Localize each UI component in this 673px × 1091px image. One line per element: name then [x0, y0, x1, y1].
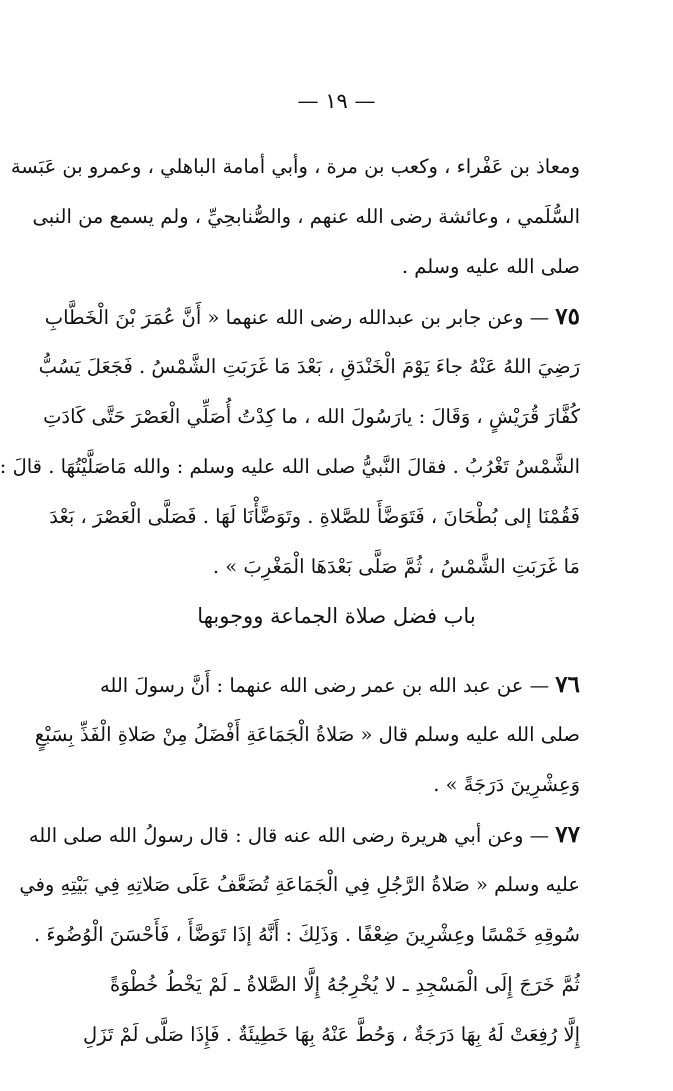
hadith-76: [34, 660, 580, 810]
hadith-77: [19, 810, 580, 1060]
hadith-number: ٧٦: [555, 671, 580, 698]
text-line: وَعِشْرِينَ دَرَجَةً » .: [433, 773, 580, 796]
text-line: فَقُمْنَا إلى بُطْحَانَ ، فَتَوَضَّأَ للصَّلاةِ . وتَوَضَّأْنَا لَهَا . فَصَلَّى الْعَصْرَ ، بَعْدَ: [49, 505, 580, 528]
text-line: ومعاذ بن عَفْراء ، وكعب بن مرة ، وأبي أمامة الباهلي ، وعمرو بن عَبَسة: [10, 155, 580, 178]
text-line: [28, 810, 580, 860]
text-line: عليه وسلم « صَلاةُ الرَّجُلِ فِي الْجَمَاعَةِ تُضَعَّفُ عَلَى صَلاتِهِ فِي بَيْتِهِ وفي: [19, 873, 580, 896]
text-line: إِلَّا رُفِعَتْ لَهُ بِهَا دَرَجَةٌ ، وَحُطَّ عَنْهُ بِهَا خَطِيئَةٌ . فَإِذَا صَلَّى لَمْ تَزَلِ: [83, 1023, 580, 1046]
hadith-number: ٧٧: [555, 821, 580, 848]
section-heading: باب فضل صلاة الجماعة ووجوبها: [197, 604, 476, 628]
hadith-opening-text: — وعن أبي هريرة رضى الله عنه قال : قال رسولُ الله صلى الله: [28, 824, 550, 847]
text-line: صلى الله عليه وسلم قال « صَلاةُ الْجَمَاعَةِ أَفْضَلُ مِنْ صَلاةِ الْفَذِّ بِسَبْعٍ: [34, 723, 580, 746]
paragraph-continuation: [10, 142, 580, 292]
hadith-75: [0, 292, 580, 592]
text-line: كُفَّارَ قُرَيْشٍ ، وَقَالَ : يارَسُولَ الله ، ما كِدْتُ أُصَلِّي الْعَصْرَ حَتَّى كَادَتِ: [43, 405, 580, 428]
hadith-number: ٧٥: [555, 303, 580, 330]
text-line: سُوقِهِ خَمْسًا وعِشْرِينَ ضِعْفًا . وَذَلِكَ : أَنَّهُ إذَا تَوَضَّأَ ، فَأَحْسَنَ الْوُضُوءَ .: [33, 923, 580, 946]
page-number: — ١٩ —: [297, 89, 376, 113]
text-line: صلى الله عليه وسلم .: [401, 255, 580, 278]
text-line: السُّلَمي ، وعائشة رضى الله عنهم ، والصُّنابحِيِّ ، ولم يسمع من النبى: [32, 205, 580, 228]
text-line: رَضِيَ اللهُ عَنْهُ جاءَ يَوْمَ الْخَنْدَقِ ، بَعْدَ مَا غَرَبَتِ الشَّمْسُ . فَجَعَلَ يَسُبُّ: [38, 355, 580, 378]
text-line: مَا غَرَبَتِ الشَّمْسُ ، ثُمَّ صَلَّى بَعْدَهَا الْمَغْرِبَ » .: [212, 555, 580, 578]
text-line: [99, 660, 580, 710]
hadith-opening-text: — وعن جابر بن عبدالله رضى الله عنهما « أَنَّ عُمَرَ بْنَ الْخَطَّابِ: [44, 306, 550, 329]
text-line: [44, 292, 580, 342]
text-line: الشَّمْسُ تَغْرُبُ . فقالَ النَّبيُّ صلى الله عليه وسلم : والله مَاصَلَّيْتُهَا . قالَ :: [0, 455, 580, 478]
text-line: ثُمَّ خَرَجَ إِلَى الْمَسْجِدِ ـ لا يُخْرِجُهُ إِلَّا الصَّلاةُ ـ لَمْ يَخْطُ خُطْوَةً: [110, 973, 580, 996]
hadith-opening-text: — عن عبد الله بن عمر رضى الله عنهما : أَنَّ رسولَ الله: [99, 674, 550, 697]
